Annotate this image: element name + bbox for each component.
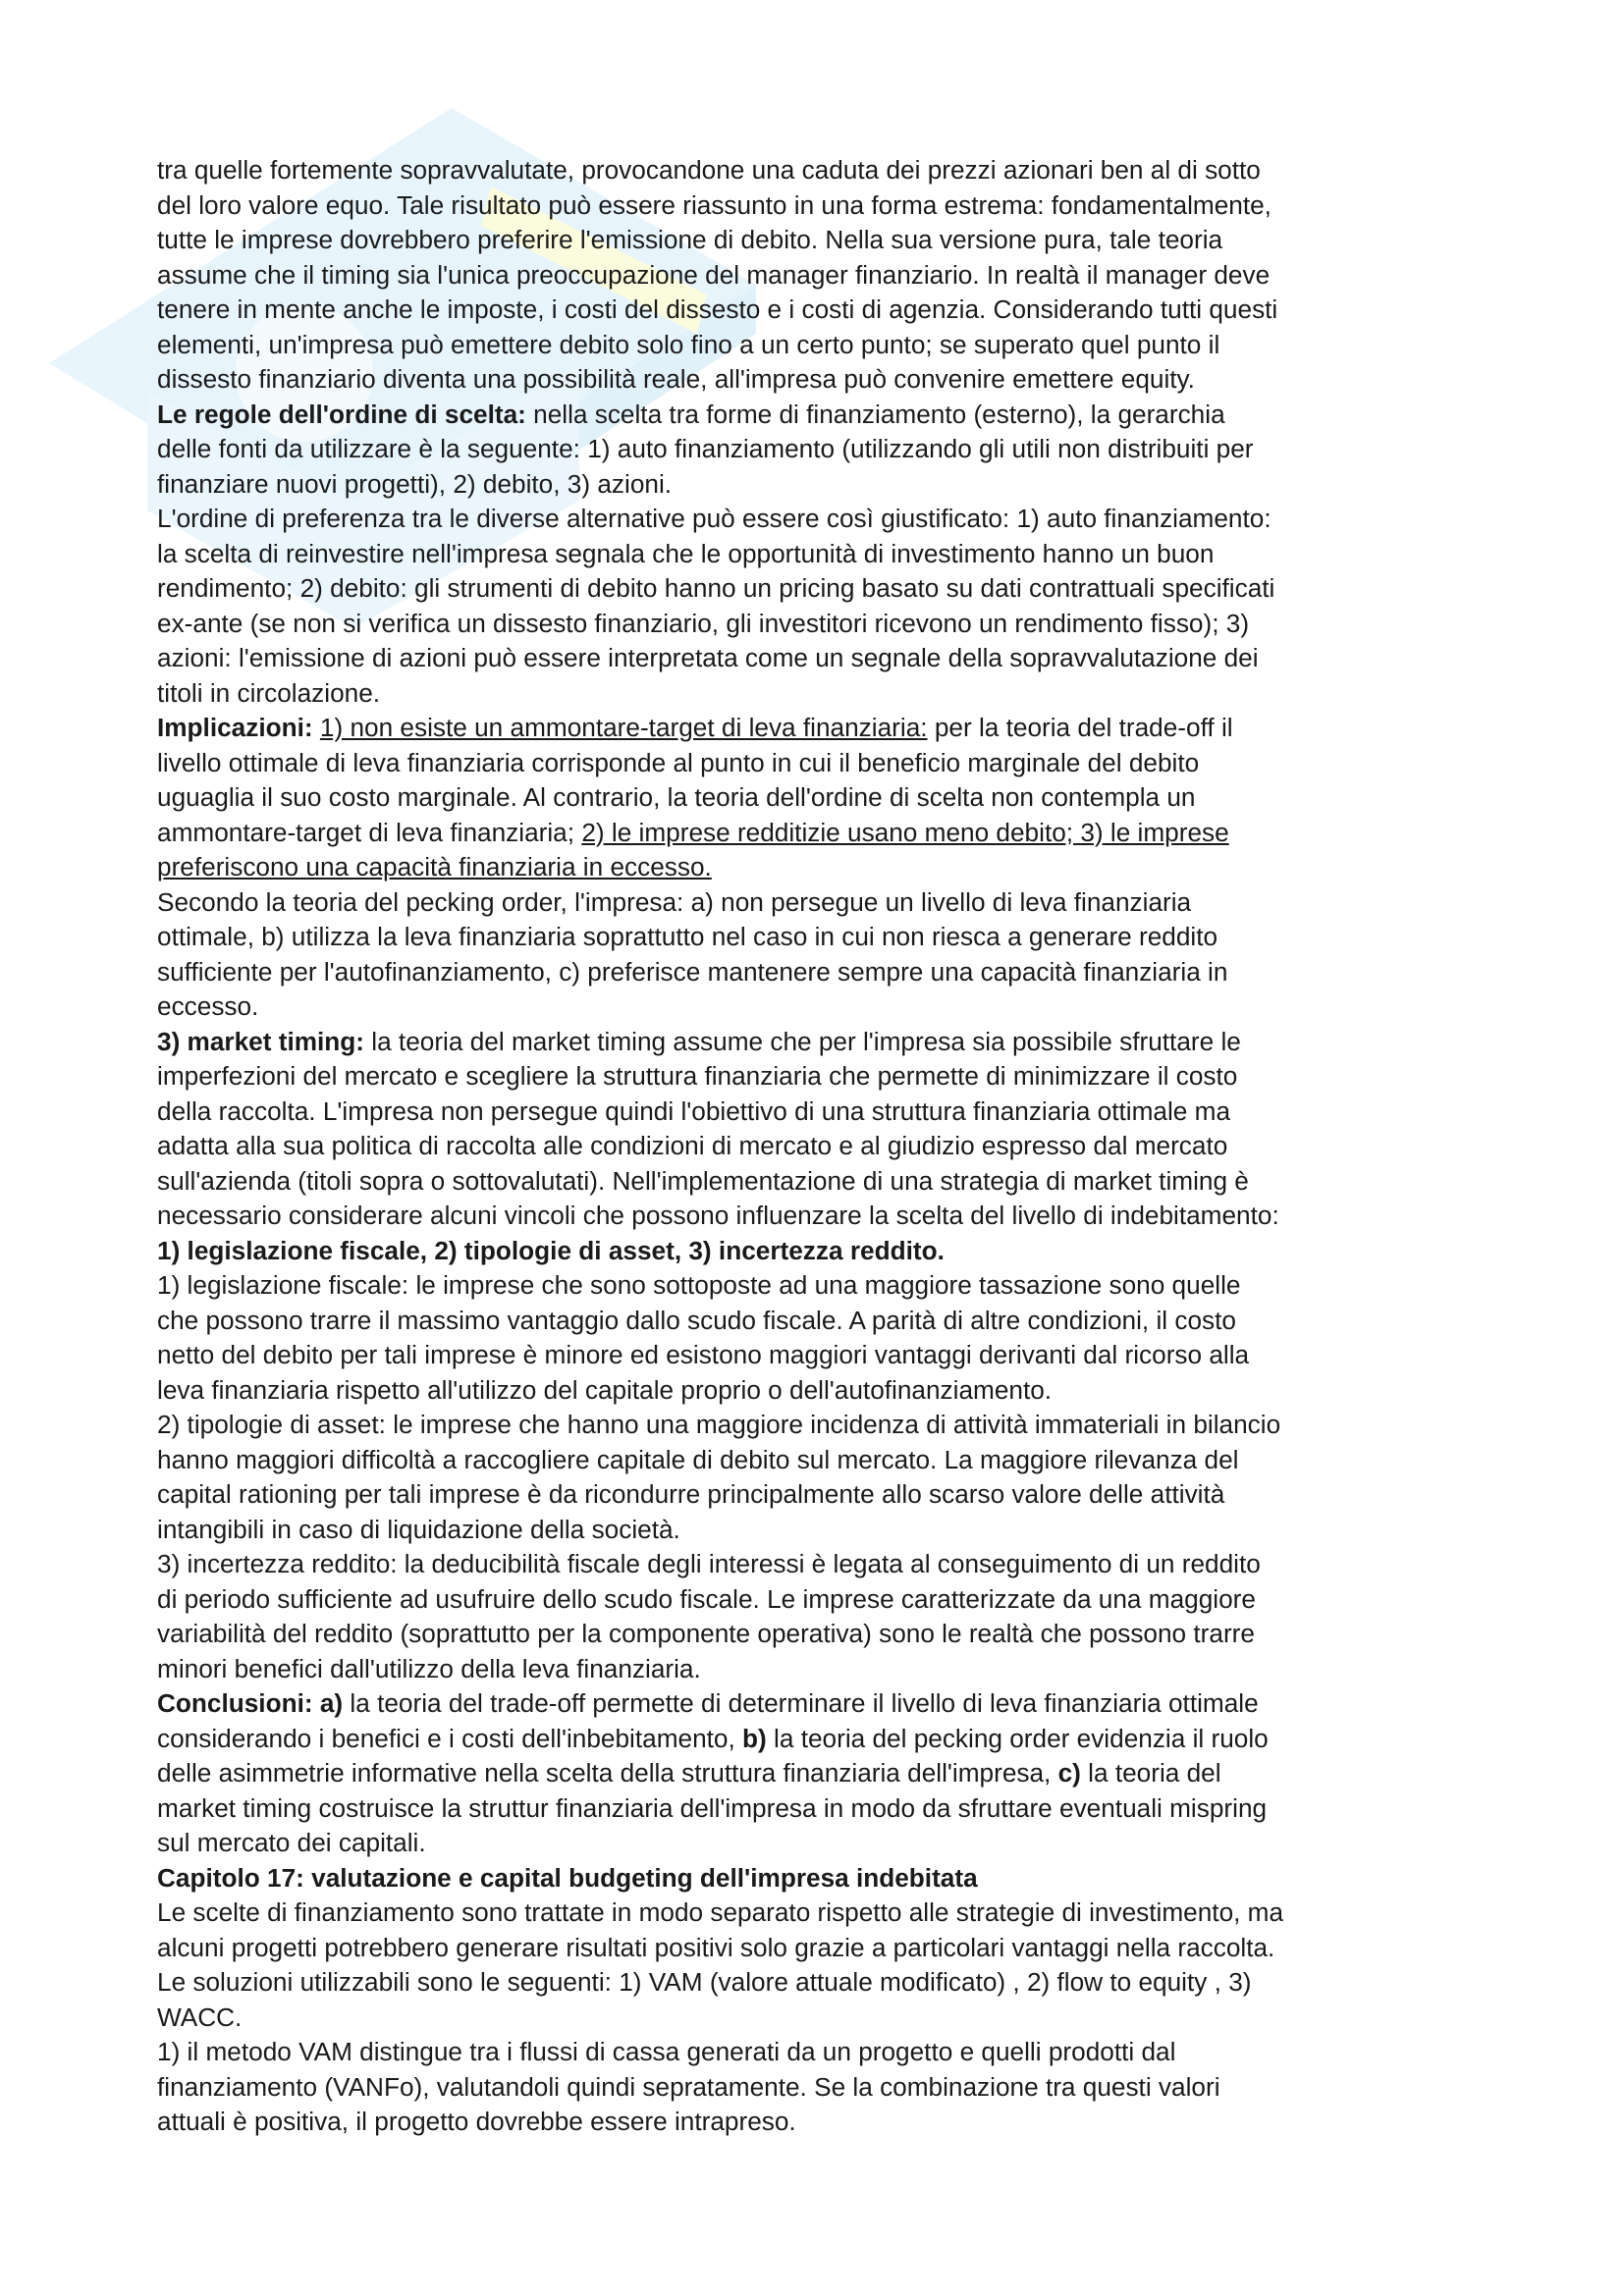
paragraph-lead: Le regole dell'ordine di scelta: bbox=[157, 399, 526, 429]
paragraph: tra quelle fortemente sopravvalutate, provocandone una caduta dei prezzi azionari ben al di sotto del loro valore equo. Tale risultato può essere riassunto in una forma estrema: fondamentalmente, tutte le imprese dovrebbero preferire l'emissione di debito. Nella sua versione pura, tale teoria assume che il timing sia l'unica preoccupazione del manager finanziario. In realtà il manager deve tenere in mente anche le imposte, i costi del dissesto e i costi di agenzia. Considerando tutti questi elementi, un'impresa può emettere debito solo fino a un certo punto; se superato quel punto il dissesto finanziario diventa una possibilità reale, all'impresa può convenire emettere equity. bbox=[157, 155, 1278, 394]
bold-text: b) bbox=[742, 1723, 767, 1753]
paragraph bbox=[157, 398, 1483, 503]
paragraph-text: la teoria del pecking order evidenzia il ruolo delle asimmetrie informative nella scelta della struttura finanziaria dell'impresa, bbox=[157, 1723, 1269, 1788]
paragraph-text: la teoria del trade-off permette di determinare il livello di leva finanziaria ottimale considerando i benefici e i costi dell'inbebitamento, bbox=[157, 1688, 1259, 1753]
paragraph: L'ordine di preferenza tra le diverse alternative può essere così giustificato: 1) auto finanziamento: la scelta di reinvestire nell'impresa segnala che le opportunità di investimento hanno un buon rendimento; 2) debito: gli strumenti di debito hanno un pricing basato su dati contrattuali specificati ex-ante (se non si verifica un dissesto finanziario, gli investitori ricevono un rendimento fisso); 3) azioni: l'emissione di azioni può essere interpretata come un segnale della sopravvalutazione dei titoli in circolazione. bbox=[157, 504, 1275, 708]
paragraph-text: per la teoria del trade-off il livello ottimale di leva finanziaria corrisponde al punto in cui il beneficio marginale del debito uguaglia il suo costo marginale. Al contrario, la teoria dell'ordine di scelta non contempla un ammontare-target di leva finanziaria; bbox=[157, 713, 1233, 847]
paragraph bbox=[157, 1025, 1483, 1269]
bold-text: c) bbox=[1057, 1758, 1081, 1788]
paragraph: 3) incertezza reddito: la deducibilità fiscale degli interessi è legata al conseguimento di un reddito di periodo sufficiente ad usufruire dello scudo fiscale. Le imprese caratterizzate da una maggiore variabilità del reddito (soprattutto per la componente operativa) sono le realtà che possono trarre minori benefici dall'utilizzo della leva finanziaria. bbox=[157, 1549, 1261, 1683]
bold-text: 1) legislazione fiscale, 2) tipologie di asset, 3) incertezza reddito. bbox=[157, 1235, 945, 1265]
paragraph: Le scelte di finanziamento sono trattate in modo separato rispetto alle strategie di investimento, ma alcuni progetti potrebbero generare risultati positivi solo grazie a particolari vantaggi nella raccolta. Le soluzioni utilizzabili sono le seguenti: 1) VAM (valore attuale modificato) , 2) flow to equity , 3) WACC. bbox=[157, 1897, 1284, 2032]
paragraph: 1) legislazione fiscale: le imprese che sono sottoposte ad una maggiore tassazione sono quelle che possono trarre il massimo vantaggio dallo scudo fiscale. A parità di altre condizioni, il costo netto del debito per tali imprese è minore ed esistono maggiori vantaggi derivanti dal ricorso alla leva finanziaria rispetto all'utilizzo del capitale proprio o dell'autofinanziamento. bbox=[157, 1270, 1250, 1405]
underlined-text: 2) le imprese redditizie usano meno debito; 3) le imprese preferiscono una capacità finanziaria in eccesso. bbox=[157, 817, 1229, 881]
underlined-text: 1) non esiste un ammontare-target di leva finanziaria: bbox=[319, 713, 928, 742]
paragraph-lead: Implicazioni: bbox=[157, 713, 313, 742]
document-body bbox=[157, 153, 1483, 2140]
paragraph-lead: 3) market timing: bbox=[157, 1026, 364, 1056]
paragraph: Secondo la teoria del pecking order, l'impresa: a) non persegue un livello di leva finanziaria ottimale, b) utilizza la leva finanziaria soprattutto nel caso in cui non riesca a generare reddito sufficiente per l'autofinanziamento, c) preferisce mantenere sempre una capacità finanziaria in eccesso. bbox=[157, 886, 1228, 1021]
chapter-heading: Capitolo 17: valutazione e capital budgeting dell'impresa indebitata bbox=[157, 1862, 978, 1893]
paragraph bbox=[157, 711, 1483, 885]
paragraph-lead: Conclusioni: bbox=[157, 1688, 313, 1718]
paragraph: 2) tipologie di asset: le imprese che hanno una maggiore incidenza di attività immateriali in bilancio hanno maggiori difficoltà a raccogliere capitale di debito sul mercato. La maggiore rilevanza del capital rationing per tali imprese è da ricondurre principalmente allo scarso valore delle attività intangibili in caso di liquidazione della società. bbox=[157, 1410, 1281, 1544]
paragraph-text: la teoria del market timing costruisce la struttur finanziaria dell'impresa in modo da sfruttare eventuali mispring sul mercato dei capitali. bbox=[157, 1758, 1268, 1857]
paragraph: 1) il metodo VAM distingue tra i flussi di cassa generati da un progetto e quelli prodotti dal finanziamento (VANFo), valutandoli quindi sepratamente. Se la combinazione tra questi valori attuali è positiva, il progetto dovrebbe essere intrapreso. bbox=[157, 2037, 1220, 2136]
paragraph-text: la teoria del market timing assume che per l'impresa sia possibile sfruttare le imperfezioni del mercato e scegliere la struttura finanziaria che permette di minimizzare il costo della raccolta. L'impresa non persegue quindi l'obiettivo di una struttura finanziaria ottimale ma adatta alla sua politica di raccolta alle condizioni di mercato e al giudizio espresso dal mercato sull'azienda (titoli sopra o sottovalutati). Nell'implementazione di una strategia di market timing è necessario considerare alcuni vincoli che possono influenzare la scelta del livello di indebitamento: bbox=[157, 1026, 1279, 1230]
paragraph bbox=[157, 1686, 1483, 1861]
paragraph-text: nella scelta tra forme di finanziamento (esterno), la gerarchia delle fonti da utilizzare è la seguente: 1) auto finanziamento (utilizzando gli utili non distribuiti per finanziare nuovi progetti), 2) debito, 3) azioni. bbox=[157, 399, 1254, 499]
bold-text: a) bbox=[312, 1688, 344, 1718]
